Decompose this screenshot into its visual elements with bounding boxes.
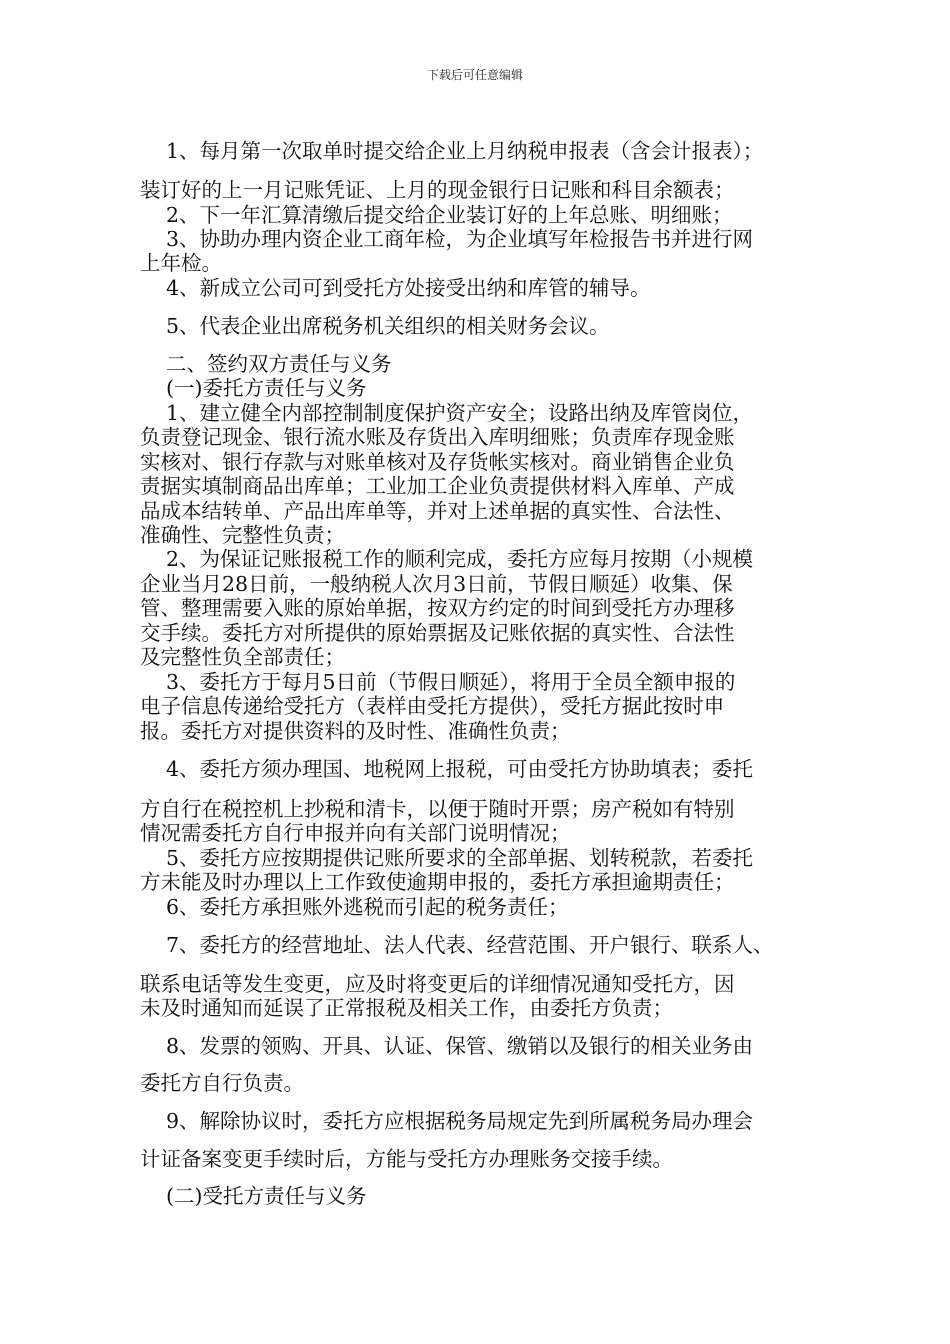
paragraph-line: 负责登记现金、银行流水账及存货出入库明细账；负责库存现金账 [140, 425, 735, 449]
paragraph-line: 责据实填制商品出库单；工业加工企业负责提供材料入库单、产成 [140, 474, 735, 498]
paragraph-line: 9、解除协议时，委托方应根据税务局规定先到所属税务局办理会 [166, 1109, 754, 1133]
paragraph-line: 上年检。 [140, 251, 222, 275]
paragraph-line: 实核对、银行存款与对账单核对及存货帐实核对。商业销售企业负 [140, 450, 735, 474]
paragraph-line: 装订好的上一月记账凭证、上月的现金银行日记账和科目余额表； [140, 178, 735, 202]
page-header: 下载后可任意编辑 [426, 68, 523, 82]
paragraph-line: 企业当月28日前，一般纳税人次月3日前，节假日顺延）收集、保 [140, 572, 733, 596]
paragraph-line: 情况需委托方自行申报并向有关部门说明情况； [140, 821, 571, 845]
paragraph-line: 3、委托方于每月5日前（节假日顺延），将用于全员全额申报的 [166, 670, 736, 694]
paragraph-line: 7、委托方的经营地址、法人代表、经营范围、开户银行、联系人、 [166, 933, 774, 957]
subsection-heading: (二)受托方责任与义务 [166, 1184, 367, 1208]
paragraph-line: 4、委托方须办理国、地税网上报税，可由受托方协助填表；委托 [166, 757, 754, 781]
paragraph-line: 报。委托方对提供资料的及时性、准确性负责； [140, 719, 571, 743]
paragraph-line: 计证备案变更手续时后，方能与受托方办理账务交接手续。 [140, 1147, 673, 1171]
paragraph-line: 未及时通知而延误了正常报税及相关工作，由委托方负责； [140, 996, 673, 1020]
paragraph-line: 2、下一年汇算清缴后提交给企业装订好的上年总账、明细账； [166, 203, 733, 227]
paragraph-line: 4、新成立公司可到受托方处接受出纳和库管的辅导。 [166, 276, 651, 300]
paragraph-line: 5、代表企业出席税务机关组织的相关财务会议。 [166, 314, 610, 338]
paragraph-line: 管、整理需要入账的原始单据，按双方约定的时间到受托方办理移 [140, 596, 735, 620]
paragraph-line: 交手续。委托方对所提供的原始票据及记账依据的真实性、合法性 [140, 621, 735, 645]
paragraph-line: 品成本结转单、产品出库单等，并对上述单据的真实性、合法性、 [140, 499, 735, 523]
paragraph-line: 2、为保证记账报税工作的顺利完成，委托方应每月按期（小规模 [166, 547, 754, 571]
paragraph-line: 联系电话等发生变更，应及时将变更后的详细情况通知受托方，因 [140, 972, 735, 996]
paragraph-line: 1、每月第一次取单时提交给企业上月纳税申报表（含会计报表）； [166, 139, 764, 163]
paragraph-line: 方自行在税控机上抄税和清卡，以便于随时开票；房产税如有特别 [140, 797, 735, 821]
paragraph-line: 准确性、完整性负责； [140, 523, 345, 547]
paragraph-line: 3、协助办理内资企业工商年检，为企业填写年检报告书并进行网 [166, 227, 754, 251]
section-heading: 二、签约双方责任与义务 [166, 352, 392, 376]
paragraph-line: 委托方自行负责。 [140, 1071, 304, 1095]
paragraph-line: 电子信息传递给受托方（表样由受托方提供），受托方据此按时申 [140, 694, 725, 718]
paragraph-line: 及完整性负全部责任； [140, 645, 345, 669]
paragraph-line: 6、委托方承担账外逃税而引起的税务责任； [166, 895, 569, 919]
paragraph-line: 方未能及时办理以上工作致使逾期申报的，委托方承担逾期责任； [140, 870, 735, 894]
paragraph-line: 5、委托方应按期提供记账所要求的全部单据、划转税款，若委托 [166, 846, 754, 870]
subsection-heading: (一)委托方责任与义务 [166, 376, 367, 400]
paragraph-line: 8、发票的领购、开具、认证、保管、缴销以及银行的相关业务由 [166, 1034, 754, 1058]
paragraph-line: 1、建立健全内部控制制度保护资产安全；设路出纳及库管岗位， [166, 401, 754, 425]
